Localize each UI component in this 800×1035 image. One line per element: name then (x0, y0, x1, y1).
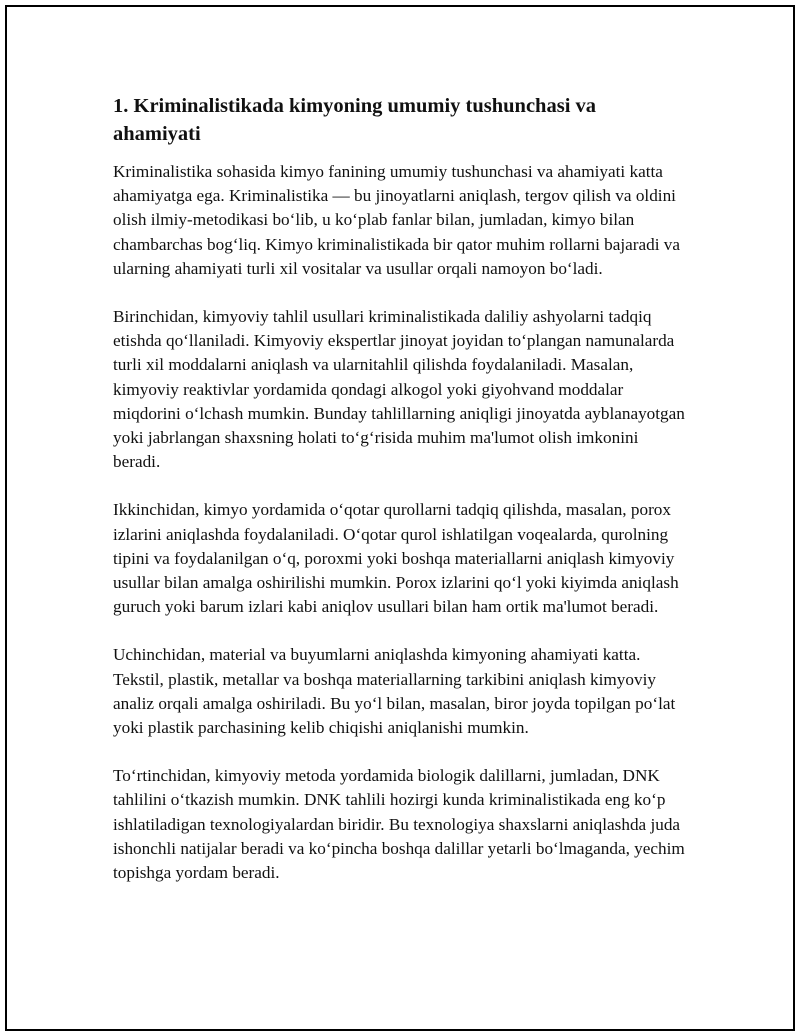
paragraph-intro: Kriminalistika sohasida kimyo fanining umumiy tushunchasi va ahamiyati katta ahamiyatga ega. Kriminalistika — bu jinoyatlarni aniqlash, tergov qilish va oldini olish ilmiy-metodikasi bo‘lib, u ko‘plab fanlar bilan, jumladan, kimyo bilan chambarchas bog‘liq. Kimyo kriminalistikada bir qator muhim rollarni bajaradi va ularning ahamiyati turli xil vositalar va usullar orqali namoyon bo‘ladi. (113, 162, 681, 278)
section-heading: 1. Kriminalistikada kimyoning umumiy tushunchasi va ahamiyati (113, 95, 597, 145)
document-body (113, 92, 688, 909)
paragraph-first: Birinchidan, kimyoviy tahlil usullari kriminalistikada daliliy ashyolarni tadqiq etishda qo‘llaniladi. Kimyoviy ekspertlar jinoyat joyidan to‘plangan namunalarda turli xil moddalarni aniqlash va ularnitahlil qilishda foydalaniladi. Masalan, kimyoviy reaktivlar yordamida qondagi alkogol yoki giyohvand moddalar miqdorini o‘lchash mumkin. Bunday tahlillarning aniqligi jinoyatda ayblanayotgan yoki jabrlangan shaxsning holati to‘g‘risida muhim ma'lumot olish imkonini beradi. (113, 307, 685, 472)
paragraph-second: Ikkinchidan, kimyo yordamida o‘qotar qurollarni tadqiq qilishda, masalan, porox izlarini aniqlashda foydalaniladi. O‘qotar qurol ishlatilgan voqealarda, qurolning tipini va foydalanilgan o‘q, poroxmi yoki boshqa materiallarni aniqlash kimyoviy usullar bilan amalga oshirilishi mumkin. Porox izlarini qo‘l yoki kiyimda aniqlash guruch yoki barum izlari kabi aniqlov usullari bilan ham ortik ma'lumot beradi. (113, 500, 679, 617)
paragraph-fourth: To‘rtinchidan, kimyoviy metoda yordamida biologik dalillarni, jumladan, DNK tahlilini o‘tkazish mumkin. DNK tahlili hozirgi kunda kriminalistikada eng ko‘p ishlatiladigan texnologiyalardan biridir. Bu texnologiya shaxslarni aniqlashda juda ishonchli natijalar beradi va ko‘pincha boshqa dalillar yetarli bo‘lmaganda, yechim topishga yordam beradi. (113, 766, 685, 883)
paragraph-third: Uchinchidan, material va buyumlarni aniqlashda kimyoning ahamiyati katta. Tekstil, plastik, metallar va boshqa materiallarning tarkibini aniqlash kimyoviy analiz orqali amalga oshiriladi. Bu yo‘l bilan, masalan, biror joyda topilgan po‘lat yoki plastik parchasining kelib chiqishi aniqlanishi mumkin. (113, 645, 676, 738)
